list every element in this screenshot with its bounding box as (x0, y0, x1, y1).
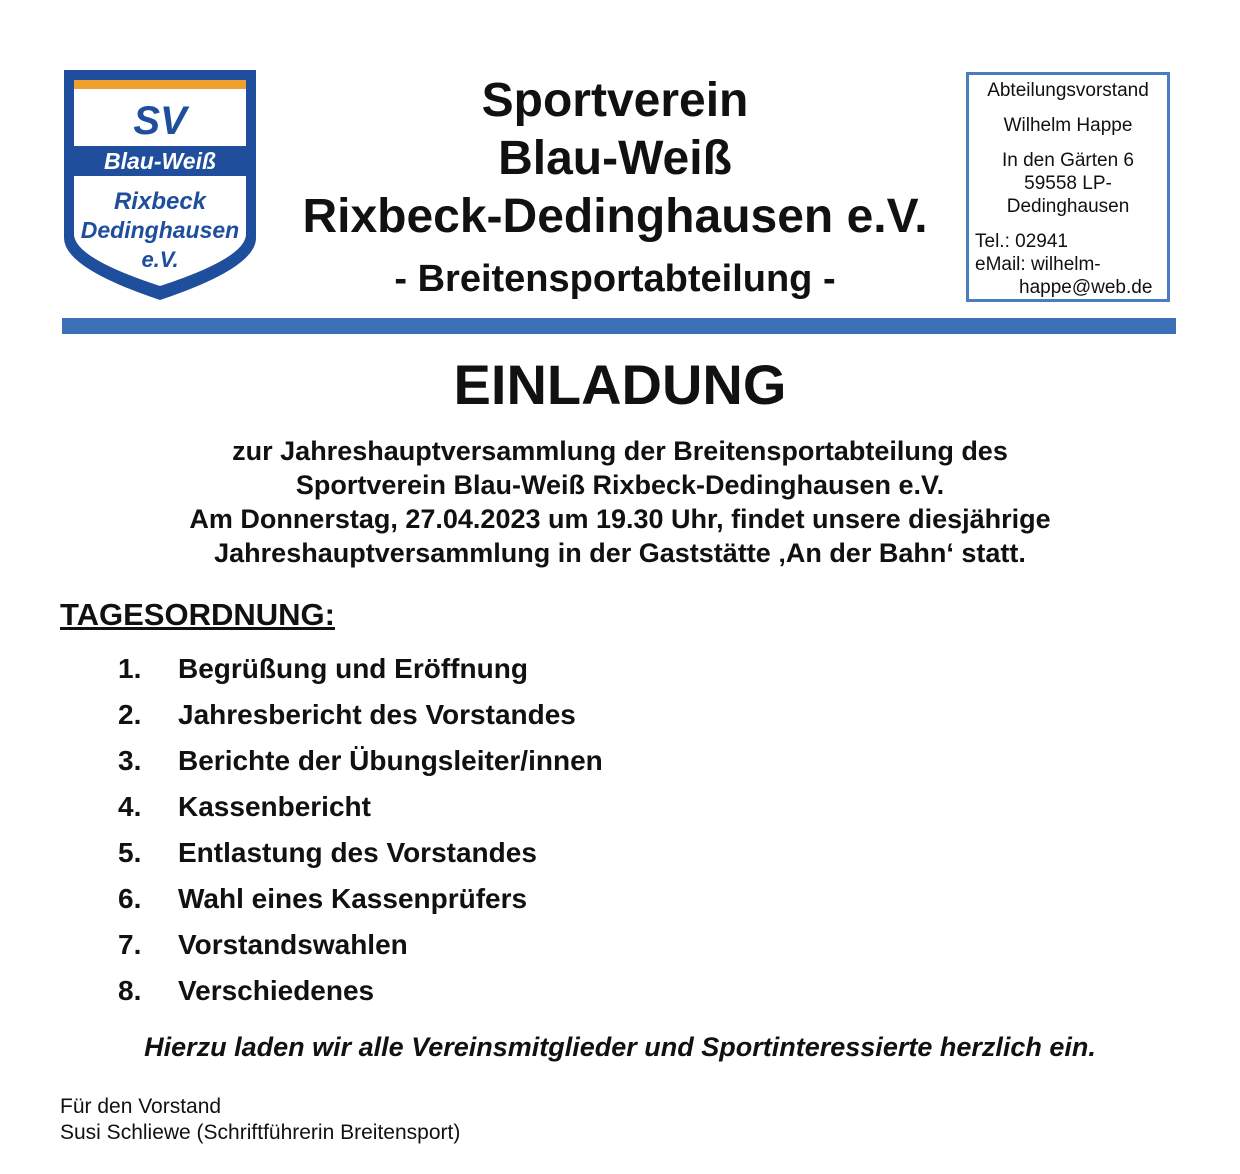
department-title: - Breitensportabteilung - (394, 258, 836, 300)
agenda-item-text: Berichte der Übungsleiter/innen (178, 745, 603, 776)
agenda-item-number: 4. (118, 791, 142, 822)
logo-dedinghausen-text: Dedinghausen (80, 217, 240, 243)
agenda-item (118, 692, 603, 738)
closing-text: Hierzu laden wir alle Vereinsmitglieder und Sportinteressierte herzlich ein. (144, 1032, 1096, 1062)
agenda-item (118, 922, 603, 968)
agenda-item-number: 8. (118, 975, 142, 1006)
club-logo (60, 68, 260, 304)
agenda-item-text: Entlastung des Vorstandes (178, 837, 537, 868)
contact-phone: Tel.: 02941 (975, 231, 1068, 252)
agenda-item-text: Kassenbericht (178, 791, 371, 822)
signature-line1: Für den Vorstand (60, 1095, 222, 1118)
club-name-line1: Sportverein (481, 74, 749, 127)
agenda-item-number: 6. (118, 883, 142, 914)
agenda-item (118, 646, 603, 692)
agenda-item-text: Vorstandswahlen (178, 929, 408, 960)
intro-line: zur Jahreshauptversammlung der Breitensportabteilung des (232, 436, 1008, 466)
intro-line: Jahreshauptversammlung in der Gaststätte ‚An der Bahn‘ statt. (214, 538, 1026, 568)
page-title: EINLADUNG (453, 353, 787, 416)
agenda-list (118, 646, 603, 1014)
header-divider (62, 318, 1176, 334)
agenda-item (118, 738, 603, 784)
contact-box (966, 72, 1170, 302)
agenda-heading: TAGESORDNUNG: (60, 597, 335, 632)
agenda-item-number: 2. (118, 699, 142, 730)
contact-city-line2: Dedinghausen (1006, 196, 1130, 217)
agenda-item-text: Jahresbericht des Vorstandes (178, 699, 576, 730)
club-name (270, 72, 960, 246)
intro-text (0, 434, 1240, 570)
club-name-line3: Rixbeck-Dedinghausen e.V. (302, 190, 928, 243)
logo-rixbeck-text: Rixbeck (113, 188, 207, 215)
agenda-item-text: Wahl eines Kassenprüfers (178, 883, 528, 914)
contact-email-line2: happe@web.de (1019, 277, 1153, 298)
contact-name: Wilhelm Happe (1003, 115, 1133, 136)
contact-email-line1: eMail: wilhelm- (975, 254, 1101, 275)
contact-city-line1: 59558 LP- (1024, 173, 1112, 194)
shield-logo-icon (60, 68, 260, 304)
agenda-item-number: 7. (118, 929, 142, 960)
logo-blau-weiss-text: Blau-Weiß (103, 148, 217, 174)
agenda-item-text: Begrüßung und Eröffnung (178, 653, 528, 684)
agenda-item (118, 968, 603, 1014)
intro-line: Am Donnerstag, 27.04.2023 um 19.30 Uhr, findet unsere diesjährige (189, 504, 1051, 534)
agenda-item-text: Verschiedenes (178, 975, 375, 1006)
contact-street: In den Gärten 6 (1001, 150, 1135, 171)
logo-ev-text: e.V. (141, 247, 179, 272)
agenda-item (118, 784, 603, 830)
signature-line2: Susi Schliewe (Schriftführerin Breitensport) (60, 1121, 461, 1144)
agenda-item-number: 3. (118, 745, 142, 776)
intro-line: Sportverein Blau-Weiß Rixbeck-Dedinghausen e.V. (295, 470, 945, 500)
agenda-item (118, 830, 603, 876)
agenda-item (118, 876, 603, 922)
agenda-item-number: 1. (118, 653, 142, 684)
logo-sv-text: SV (133, 99, 187, 143)
agenda-item-number: 5. (118, 837, 142, 868)
club-name-line2: Blau-Weiß (498, 132, 732, 185)
contact-role: Abteilungsvorstand (987, 80, 1149, 101)
signature (60, 1094, 460, 1146)
